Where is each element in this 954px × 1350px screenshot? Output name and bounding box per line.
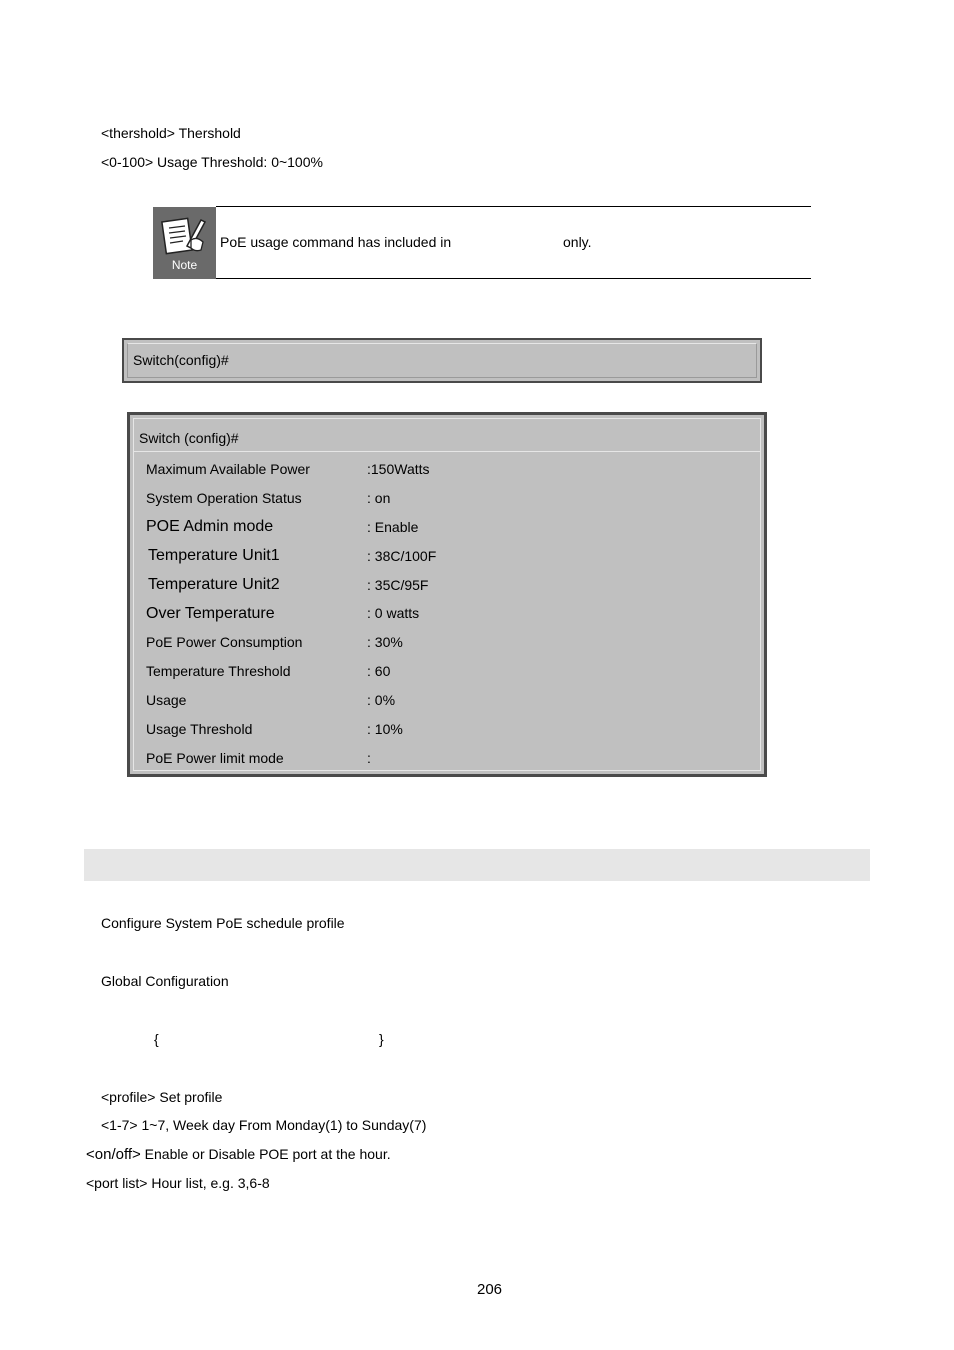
note-label: Note: [171, 258, 198, 272]
output-value-operation-status: : on: [367, 490, 391, 506]
param-weekday: <1-7> 1~7, Week day From Monday(1) to Sunday(7): [101, 1117, 427, 1133]
output-label-temp-threshold: Temperature Threshold: [146, 663, 291, 679]
command-prompt: Switch (config)#: [139, 430, 239, 446]
output-value-usage: : 0%: [367, 692, 396, 708]
output-value-max-power: :150Watts: [367, 461, 430, 477]
output-value-limit-mode: :: [367, 750, 371, 766]
output-label-temp-unit1: Temperature Unit1: [148, 547, 280, 564]
syntax-open-brace: {: [154, 1031, 159, 1047]
command-prompt: Switch(config)#: [133, 352, 229, 368]
param-onoff-key: <on/off>: [86, 1146, 141, 1163]
output-value-power-consumption: : 30%: [367, 634, 403, 650]
param-onoff-desc: Enable or Disable POE port at the hour.: [140, 1146, 391, 1162]
output-label-usage-threshold: Usage Threshold: [146, 721, 253, 737]
output-label-over-temp: Over Temperature: [146, 605, 275, 622]
page-number: 206: [477, 1281, 503, 1298]
output-label-limit-mode: PoE Power limit mode: [146, 750, 284, 766]
output-label-power-consumption: PoE Power Consumption: [146, 634, 303, 650]
output-label-max-power: Maximum Available Power: [146, 461, 310, 477]
command-box-output: [127, 412, 767, 777]
note-text: PoE usage command has included in: [220, 234, 452, 250]
output-label-temp-unit2: Temperature Unit2: [148, 576, 280, 593]
output-value-admin-mode: : Enable: [367, 519, 419, 535]
output-label-operation-status: System Operation Status: [146, 490, 302, 506]
output-label-admin-mode: POE Admin mode: [146, 518, 274, 535]
param-usage-threshold: <0-100> Usage Threshold: 0~100%: [101, 154, 323, 170]
note-top-rule: [216, 206, 811, 207]
param-profile: <profile> Set profile: [101, 1089, 223, 1105]
command-box-example: [122, 338, 762, 383]
section-description: Configure System PoE schedule profile: [101, 915, 345, 931]
param-port-list: <port list> Hour list, e.g. 3,6-8: [86, 1175, 270, 1191]
output-value-over-temp: : 0 watts: [367, 605, 420, 621]
output-value-temp-unit2: : 35C/95F: [367, 577, 429, 593]
param-onoff: [86, 1146, 391, 1163]
output-value-temp-unit1: : 38C/100F: [367, 548, 437, 564]
param-threshold: <thershold> Thershold: [101, 125, 241, 141]
section-heading-bar: [84, 849, 870, 881]
note-icon: [153, 207, 216, 279]
section-mode: Global Configuration: [101, 973, 229, 989]
note-bottom-rule: [216, 278, 811, 279]
output-value-usage-threshold: : 10%: [367, 721, 403, 737]
output-value-temp-threshold: : 60: [367, 663, 391, 679]
notepad-pencil-icon: [161, 214, 207, 258]
note-text-end: only.: [563, 234, 592, 250]
syntax-close-brace: }: [379, 1031, 384, 1047]
output-label-usage: Usage: [146, 692, 187, 708]
